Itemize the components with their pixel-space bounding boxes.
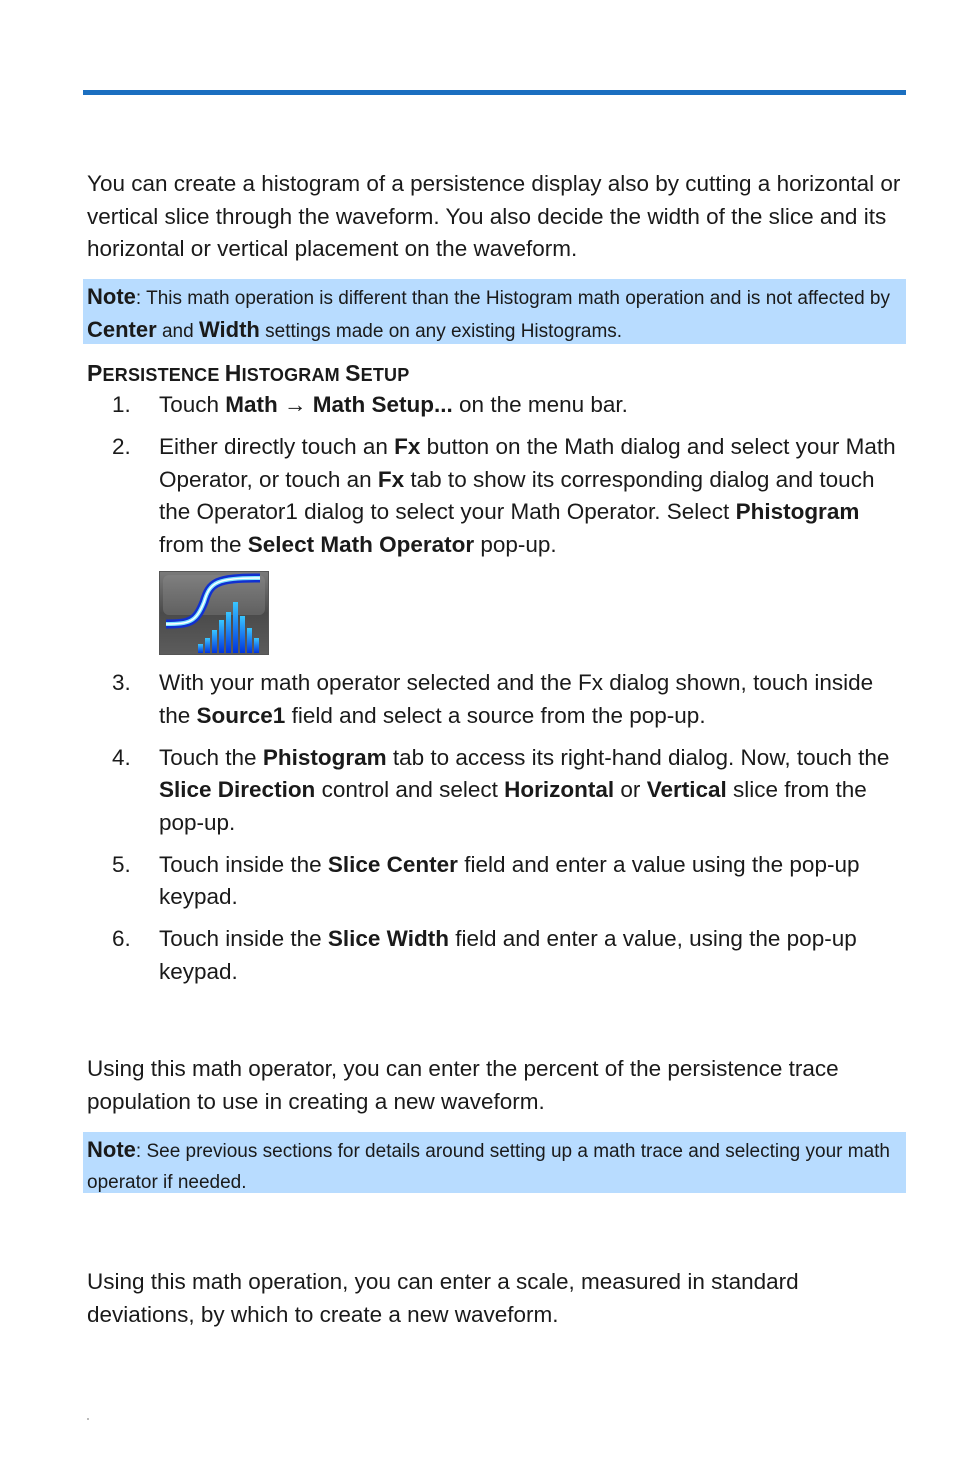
section-heading-persistence-histogram-setup: PERSISTENCE HISTOGRAM SETUP <box>87 360 410 386</box>
step-item: 4. Touch the Phistogram tab to access its right-hand dialog. Now, touch the Slice Direction control and select Horizontal or Vertical slice from the pop-up. <box>0 742 954 840</box>
sigma-paragraph: Using this math operation, you can enter a scale, measured in standard deviations, by which to create a new waveform. <box>87 1269 799 1327</box>
step-bold: Source1 <box>196 702 286 728</box>
note-bold-center: Center <box>87 317 157 342</box>
note-text: : See previous sections for details around setting up a math trace and selecting your math operator if needed. <box>87 1141 890 1193</box>
setup-steps-list <box>0 389 954 998</box>
step-bold: Math → Math Setup... <box>225 392 453 417</box>
step-bold: Select Math Operator <box>247 531 475 557</box>
intro-paragraph: You can create a histogram of a persistence display also by cutting a horizontal or vertical slice through the waveform. You also decide the width of the slice and its horizontal or vertical placement on the waveform. <box>87 171 901 261</box>
step-item: 6. Touch inside the Slice Width field and enter a value, using the pop-up keypad. <box>0 923 954 988</box>
step-bold: Horizontal <box>504 777 615 802</box>
step-bold: Phistogram <box>735 499 860 524</box>
step-number: 4. <box>112 744 131 770</box>
step-bold: Fx <box>377 466 405 492</box>
note-box-setup <box>83 1132 906 1193</box>
note-box-slice <box>83 279 906 344</box>
step-number: 5. <box>112 851 131 877</box>
step-bold: Slice Center <box>327 851 458 877</box>
step-number: 1. <box>112 392 131 417</box>
note-text: settings made on any existing Histograms. <box>259 321 623 342</box>
persistence-trace-paragraph: Using this math operator, you can enter the percent of the persistence trace population to use in creating a new waveform. <box>87 1056 839 1114</box>
step-bold: Vertical <box>646 777 727 802</box>
footer-mark <box>87 1418 89 1420</box>
step-item: 1. Touch Math → Math Setup... on the menu bar. <box>0 389 954 422</box>
note-text: and <box>156 321 199 342</box>
phistogram-operator-icon <box>159 571 269 655</box>
step-number: 6. <box>112 926 131 951</box>
note-bold-width: Width <box>198 317 260 342</box>
note-label: Note <box>87 284 136 309</box>
step-item: 3. With your math operator selected and the Fx dialog shown, touch inside the Source1 field and select a source from the pop-up. <box>0 667 954 732</box>
note-label: Note <box>87 1137 136 1162</box>
note-text: : This math operation is different than the Histogram math operation and is not affected by <box>135 288 890 309</box>
step-number: 3. <box>112 670 131 695</box>
step-bold: Slice Width <box>327 926 449 951</box>
header-rule <box>83 90 906 95</box>
step-number: 2. <box>112 434 131 459</box>
step-item: 2. Either directly touch an Fx button on the Math dialog and select your Math Operator, or touch an Fx tab to show its corresponding dialog and touch the Operator1 dialog to select your Math Operator. Select Phistogram from the Select Math Operator pop-up. <box>0 431 954 655</box>
step-bold: Fx <box>394 434 421 459</box>
step-bold: Phistogram <box>262 744 387 770</box>
step-bold: Slice Direction <box>159 777 316 802</box>
step-item: 5. Touch inside the Slice Center field and enter a value using the pop-up keypad. <box>0 849 954 914</box>
